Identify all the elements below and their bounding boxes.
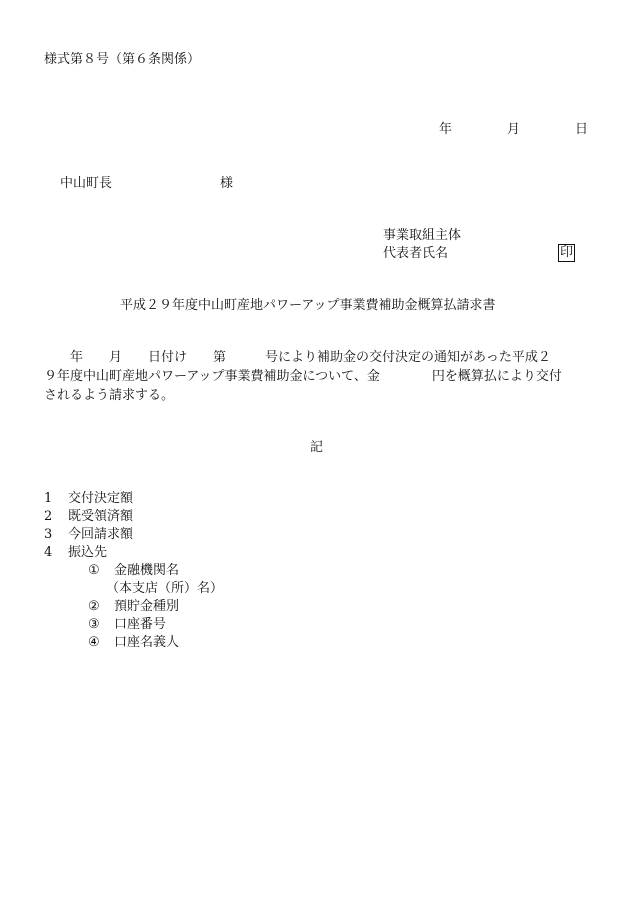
subitem-number: ③ <box>88 617 100 632</box>
sub-list-item <box>44 562 223 580</box>
subitem-number: ① <box>88 563 100 578</box>
subitem-label: 口座名義人 <box>114 635 180 650</box>
subitem-label: （本支店（所）名） <box>106 581 224 596</box>
representative-name-label: 代表者氏名 <box>383 246 449 261</box>
date-day-label: 日 <box>575 122 589 137</box>
subitem-label: 預貯金種別 <box>114 599 180 614</box>
item-label: 交付決定額 <box>68 491 134 506</box>
sub-list-item <box>44 598 223 616</box>
subitem-number: ② <box>88 599 100 614</box>
item-label: 振込先 <box>68 545 108 560</box>
date-year-label: 年 <box>439 122 453 137</box>
list-item <box>44 544 223 562</box>
date-month-label: 月 <box>507 122 521 137</box>
subitem-label: 口座番号 <box>114 617 167 632</box>
sub-list-item <box>44 616 223 634</box>
list-item <box>44 526 223 544</box>
addressee-honorific: 様 <box>220 176 234 191</box>
item-label: 既受領済額 <box>68 509 134 524</box>
document-title: 平成２９年度中山町産地パワーアップ事業費補助金概算払請求書 <box>120 298 496 313</box>
ki-heading: 記 <box>310 440 324 455</box>
body-line-2: ９年度中山町産地パワーアップ事業費補助金について、金 円を概算払により交付 <box>44 369 562 384</box>
subitem-number: ④ <box>88 635 100 650</box>
item-label: 今回請求額 <box>68 527 134 542</box>
applicant-entity-label: 事業取組主体 <box>383 228 462 243</box>
item-number: 4 <box>44 545 53 560</box>
sub-list-item <box>44 634 223 652</box>
item-number: 3 <box>44 527 53 542</box>
body-line-1: 年 月 日付け 第 号により補助金の交付決定の通知があった平成２ <box>44 350 551 365</box>
item-list <box>44 490 223 652</box>
list-item <box>44 490 223 508</box>
item-number: 2 <box>44 509 53 524</box>
request-body <box>44 348 589 405</box>
subitem-label: 金融機関名 <box>114 563 180 578</box>
item-number: 1 <box>44 491 53 506</box>
seal-mark: 印 <box>560 245 574 260</box>
form-number: 様式第８号（第６条関係） <box>44 52 201 67</box>
addressee-name: 中山町長 <box>60 176 113 191</box>
body-line-3: されるよう請求する。 <box>44 388 175 403</box>
sub-list-item <box>44 580 223 598</box>
list-item <box>44 508 223 526</box>
